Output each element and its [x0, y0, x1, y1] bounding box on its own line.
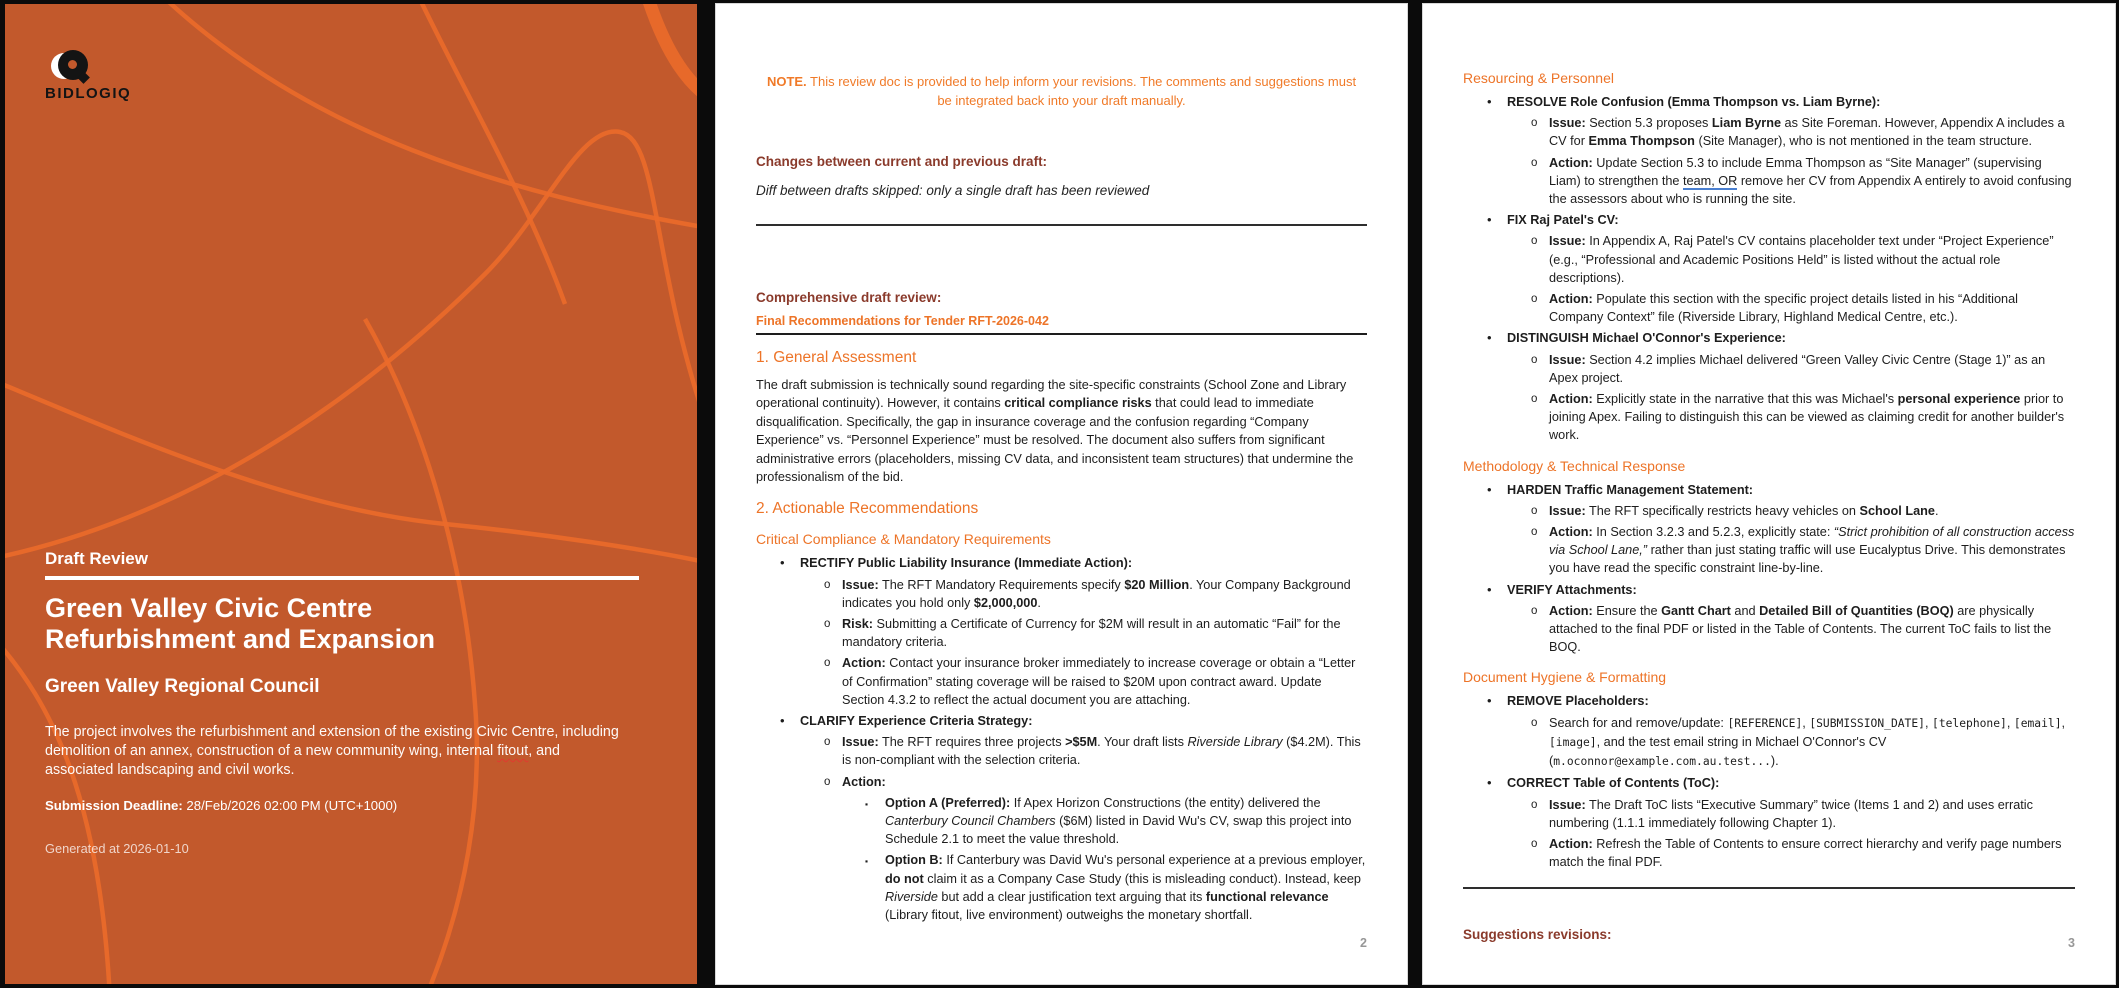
list-item [1463, 481, 2075, 499]
list-item-text: Issue: Section 5.3 proposes Liam Byrne as Site Foreman. However, Appendix A includes a CV for Emma Thompson (Site Manager), who is not mentioned in the team structure. [1549, 116, 2065, 149]
compliance-recommendation-list [756, 554, 1367, 924]
list-item-text: Action: In Section 3.2.3 and 5.2.3, explicitly state: “Strict prohibition of all construction access via School Lane,” rather than just stating traffic will use Eucalyptus Drive. This demonstrates you have read the specific constraint line-by-line. [1549, 525, 2075, 576]
list-item-text: RECTIFY Public Liability Insurance (Immediate Action): [800, 556, 1133, 571]
bullet-marker: • [780, 713, 785, 729]
bullet-marker: • [1487, 330, 1492, 346]
list-item [756, 773, 1367, 791]
list-item [756, 615, 1367, 651]
list-item [1463, 714, 2075, 772]
resourcing-recommendation-list [1463, 93, 2075, 445]
list-item [1463, 232, 2075, 287]
bullet-marker: o [1531, 156, 1538, 169]
note-banner: NOTE. This review doc is provided to help inform your revisions. The comments and suggestions must be integrated back into your draft manually. [766, 74, 1357, 108]
divider [756, 333, 1367, 335]
bullet-marker: • [1487, 481, 1492, 497]
bullet-marker: o [1531, 117, 1538, 130]
list-item [1463, 154, 2075, 209]
suggestions-heading: Suggestions revisions: [1463, 927, 1612, 943]
divider [1463, 887, 2075, 889]
category-heading-methodology-technical: Methodology & Technical Response [1463, 457, 1686, 474]
list-item [1463, 796, 2075, 832]
list-item-text: Action: Update Section 5.3 to include Emma Thompson as “Site Manager” (supervising Liam) to strengthen the team, OR remove her CV from Appendix A entirely to avoid confusing the assessors about who is running the site. [1549, 155, 2072, 207]
list-item-text: Option B: If Canterbury was David Wu's personal experience at a previous employer, do not claim it as a Company Case Study (this is misleading conduct). Instead, keep Riverside but add a clear justification text arguing that its functional relevance (Library fitout, live environment) outweighs the monetary shortfall. [885, 853, 1366, 923]
bullet-marker: o [1531, 393, 1538, 406]
bullet-marker: o [1531, 235, 1538, 248]
divider [756, 224, 1367, 226]
generated-date: Generated at 2026-01-10 [45, 841, 189, 857]
list-item [1463, 581, 2075, 599]
bullet-marker: o [824, 657, 831, 670]
list-item-text: Action: Refresh the Table of Contents to ensure correct hierarchy and verify page numbers match the final PDF. [1549, 836, 2062, 870]
bullet-marker: ▪ [865, 798, 869, 809]
bullet-marker: o [1531, 526, 1538, 539]
list-item-text: HARDEN Traffic Management Statement: [1507, 482, 1754, 497]
bullet-marker: • [1487, 775, 1492, 791]
list-item-text: Issue: The Draft ToC lists “Executive Summary” twice (Items 1 and 2) and uses erratic numbering (1.1.1 immediately following Chapter 1). [1549, 797, 2033, 830]
list-item-text: Search for and remove/update: [REFERENCE], [SUBMISSION_DATE], [telephone], [email], [image], and the test email string in Michael O'Connor's CV (m.oconnor@example.com.au.test...). [1549, 715, 2066, 769]
list-item [1463, 692, 2075, 710]
list-item-text: Option A (Preferred): If Apex Horizon Constructions (the entity) delivered the Canterbury Council Chambers ($6M) listed in David Wu's CV, swap this project into Schedule 2.1 to meet the value threshold. [885, 795, 1352, 847]
list-item [756, 576, 1367, 612]
cover-text-block [45, 549, 657, 856]
list-item-text: Issue: In Appendix A, Raj Patel's CV contains placeholder text under “Project Experience” (e.g., “Professional and Academic Positions Held” is listed without the actual role descriptions). [1549, 234, 2054, 285]
bullet-marker: o [824, 578, 831, 591]
list-item [756, 654, 1367, 709]
bidlogiq-logo-icon [51, 50, 91, 84]
divider [45, 576, 639, 580]
bullet-marker: o [1531, 716, 1538, 729]
page-number: 3 [2068, 936, 2075, 950]
methodology-recommendation-list [1463, 481, 2075, 657]
bullet-marker: • [1487, 693, 1492, 709]
list-item-text: CLARIFY Experience Criteria Strategy: [800, 714, 1033, 729]
list-item [756, 554, 1367, 572]
list-item-text: Action: Explicitly state in the narrative that this was Michael's personal experience prior to joining Apex. Failing to distinguish this can be viewed as claiming credit for another builder's work. [1549, 392, 2065, 443]
list-item [1463, 390, 2075, 445]
list-item [1463, 329, 2075, 347]
bullet-marker: ▪ [865, 856, 869, 867]
list-item-text: Issue: The RFT specifically restricts heavy vehicles on School Lane. [1549, 503, 1939, 518]
list-item-text: Action: Populate this section with the specific project details listed in his “Additional Company Context” file (Riverside Library, Highland Medical Centre, etc.). [1549, 292, 2018, 325]
list-item [1463, 351, 2075, 387]
list-item-text: Action: Contact your insurance broker immediately to increase coverage or obtain a “Letter of Confirmation” stating coverage will be raised to $20M upon contract award. Update Section 4.3.2 to reflect the actual document you are attaching. [842, 656, 1356, 707]
bullet-marker: o [1531, 798, 1538, 811]
page-number: 2 [1360, 936, 1367, 950]
hygiene-recommendation-list [1463, 692, 2075, 871]
bullet-marker: o [1531, 293, 1538, 306]
list-item [1463, 211, 2075, 229]
list-item-text: Action: Ensure the Gantt Chart and Detailed Bill of Quantities (BOQ) are physically attached to the final PDF or listed in the Table of Contents. The current ToC fails to list the BOQ. [1549, 603, 2052, 655]
cover-page [5, 4, 697, 984]
list-item-text: DISTINGUISH Michael O'Connor's Experience: [1507, 331, 1786, 346]
bullet-marker: o [824, 775, 831, 788]
bullet-marker: • [1487, 581, 1492, 597]
bullet-marker: o [1531, 353, 1538, 366]
category-heading-critical-compliance: Critical Compliance & Mandatory Requirements [756, 531, 1051, 548]
bullet-marker: • [780, 555, 785, 571]
list-item-text: Action: [842, 774, 886, 789]
list-item [1463, 114, 2075, 150]
list-item [756, 712, 1367, 730]
bullet-marker: • [1487, 212, 1492, 228]
category-heading-document-hygiene: Document Hygiene & Formatting [1463, 669, 1667, 686]
bullet-marker: • [1487, 94, 1492, 109]
review-subheading: Final Recommendations for Tender RFT-2026-042 [756, 314, 1049, 328]
bullet-marker: o [824, 618, 831, 631]
list-item-text: Issue: Section 4.2 implies Michael delivered “Green Valley Civic Centre (Stage 1)” as an Apex project. [1549, 352, 2046, 385]
bullet-marker: o [824, 736, 831, 749]
diff-note: Diff between drafts skipped: only a single draft has been reviewed [756, 183, 1150, 198]
review-page-2 [716, 4, 1407, 984]
list-item [756, 733, 1367, 769]
list-item [1463, 523, 2075, 578]
brand-name: BIDLOGIQ [45, 85, 132, 102]
list-item-text: VERIFY Attachments: [1507, 582, 1637, 597]
list-item [1463, 835, 2075, 871]
bullet-marker: o [1531, 604, 1538, 617]
list-item [1463, 93, 2075, 111]
changes-heading: Changes between current and previous draft: [756, 154, 1048, 169]
section-heading-general-assessment: 1. General Assessment [756, 349, 917, 366]
list-item [756, 851, 1367, 924]
client-name: Green Valley Regional Council [45, 676, 320, 697]
list-item-text: REMOVE Placeholders: [1507, 694, 1649, 709]
bullet-marker: o [1531, 504, 1538, 517]
project-description: The project involves the refurbishment and extension of the existing Civic Centre, including demolition of an annex, construction of a new community wing, internal fitout, and associated landscaping and civil works. [45, 724, 619, 778]
category-heading-resourcing-personnel: Resourcing & Personnel [1463, 70, 1614, 86]
general-assessment-paragraph: The draft submission is technically sound regarding the site-specific constraints (School Zone and Library operational continuity). However, it contains critical compliance risks that could lead to immediate disqualification. Specifically, the gap in insurance coverage and the confusion regarding “Company Experience” vs. “Personnel Experience” must be resolved. The document also suffers from significant administrative errors (placeholders, missing CV data, and inconsistent team structures) that undermine the professionalism of the bid. [756, 378, 1354, 485]
list-item [1463, 290, 2075, 326]
project-title: Green Valley Civic Centre Refurbishment and Expansion [45, 593, 436, 654]
submission-deadline: Submission Deadline: 28/Feb/2026 02:00 PM (UTC+1000) [45, 798, 398, 814]
list-item-text: Issue: The RFT requires three projects >$5M. Your draft lists Riverside Library ($4.2M). This is non-compliant with the selection criteria. [842, 735, 1361, 768]
section-heading-actionable-recommendations: 2. Actionable Recommendations [756, 500, 979, 518]
review-heading: Comprehensive draft review: [756, 290, 942, 305]
list-item [1463, 602, 2075, 657]
list-item-text: Issue: The RFT Mandatory Requirements specify $20 Million. Your Company Background indicates you hold only $2,000,000. [842, 577, 1351, 610]
list-item [1463, 774, 2075, 792]
bullet-marker: o [1531, 837, 1538, 850]
list-item-text: CORRECT Table of Contents (ToC): [1507, 776, 1720, 791]
list-item-text: FIX Raj Patel's CV: [1507, 213, 1619, 228]
list-item [1463, 502, 2075, 520]
list-item-text: RESOLVE Role Confusion (Emma Thompson vs. Liam Byrne): [1507, 95, 1881, 109]
list-item [756, 794, 1367, 849]
review-page-3 [1423, 4, 2115, 984]
cover-label: Draft Review [45, 549, 148, 568]
list-item-text: Risk: Submitting a Certificate of Currency for $2M will result in an automatic “Fail” for the mandatory criteria. [842, 617, 1341, 650]
